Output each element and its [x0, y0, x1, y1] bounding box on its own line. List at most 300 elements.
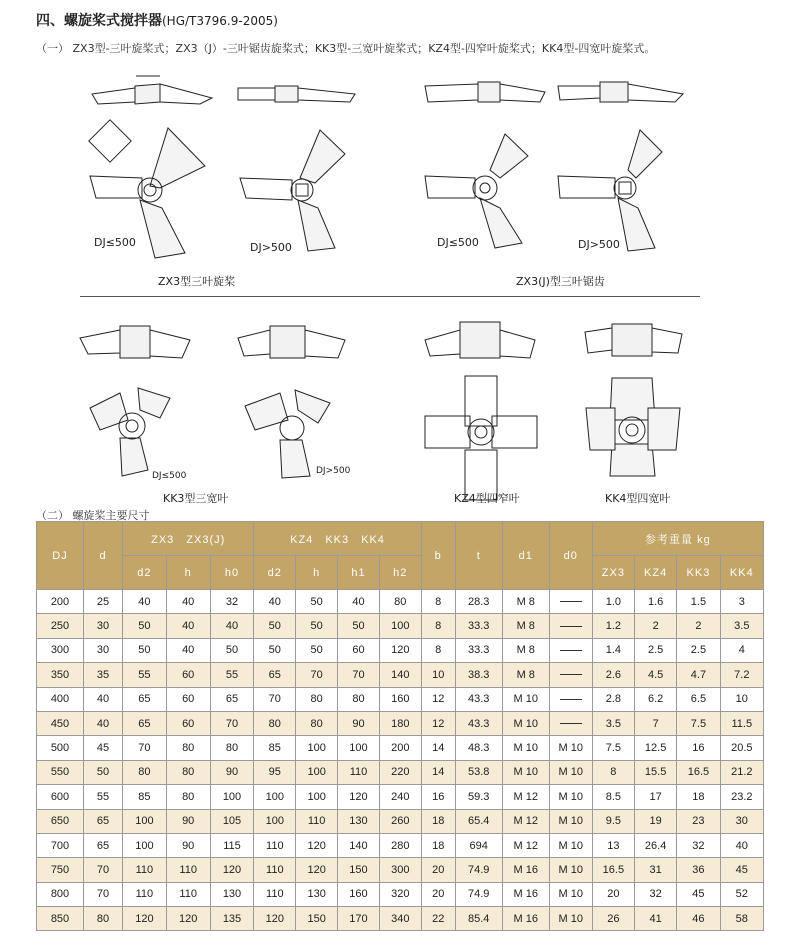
header-dj: DJ: [37, 522, 84, 590]
dash-mark: [560, 650, 582, 651]
table-cell: 100: [296, 736, 338, 760]
table-cell: 250: [37, 614, 84, 638]
table-cell: 2: [677, 614, 720, 638]
table-cell: 8: [421, 590, 455, 614]
table-cell: 120: [296, 858, 338, 882]
table-cell: 90: [166, 809, 210, 833]
table-cell: 25: [84, 590, 123, 614]
table-cell: 13: [592, 833, 634, 857]
table-cell: 7.2: [720, 663, 763, 687]
table-cell: 7.5: [592, 736, 634, 760]
table-cell: 140: [338, 833, 380, 857]
table-cell: 200: [379, 736, 421, 760]
table-cell: 74.9: [455, 858, 502, 882]
table-cell: 340: [379, 907, 421, 931]
table-cell: 6.2: [635, 687, 677, 711]
table-cell: 3.5: [592, 711, 634, 735]
table-cell: 43.3: [455, 687, 502, 711]
table-cell: M 10: [549, 809, 592, 833]
technical-drawings: [0, 58, 800, 508]
table-cell: 95: [254, 760, 296, 784]
table-cell: 110: [123, 858, 167, 882]
table-cell: 750: [37, 858, 84, 882]
header-d: d: [84, 522, 123, 590]
table-cell: M 10: [502, 736, 549, 760]
subheader-cell: d2: [254, 556, 296, 590]
table-cell: 180: [379, 711, 421, 735]
table-cell: 33.3: [455, 638, 502, 662]
table-cell: 45: [677, 882, 720, 906]
table-row: [37, 809, 764, 833]
subheader-cell: h1: [338, 556, 380, 590]
table-row: [37, 907, 764, 931]
table-cell: 23: [677, 809, 720, 833]
table-cell: 1.0: [592, 590, 634, 614]
table-cell: 80: [84, 907, 123, 931]
dash-mark: [560, 674, 582, 675]
table-cell: 30: [84, 614, 123, 638]
table-cell: 150: [338, 858, 380, 882]
subheader-row: [37, 556, 764, 590]
table-cell: 110: [338, 760, 380, 784]
table-row: [37, 760, 764, 784]
kk3-front-view-2: [245, 390, 330, 478]
table-cell: 26: [592, 907, 634, 931]
table-cell: 90: [338, 711, 380, 735]
caption-kk3: KK3型三宽叶: [163, 492, 229, 505]
table-cell: 16: [677, 736, 720, 760]
table-cell: 120: [166, 907, 210, 931]
table-cell: 3.5: [720, 614, 763, 638]
table-cell: 8: [421, 614, 455, 638]
table-cell: M 16: [502, 858, 549, 882]
table-cell: 2: [635, 614, 677, 638]
table-cell: 110: [166, 858, 210, 882]
table-cell: 59.3: [455, 785, 502, 809]
table-cell: 80: [166, 785, 210, 809]
table-cell: 58: [720, 907, 763, 931]
table-cell: 46: [677, 907, 720, 931]
table-cell: 32: [677, 833, 720, 857]
section-divider: [80, 296, 700, 297]
table-cell: 100: [210, 785, 254, 809]
page-title: 四、螺旋桨式搅拌器(HG/T3796.9-2005): [36, 13, 278, 29]
label-dj-gt-500-b: DJ>500: [578, 238, 620, 251]
header-b: b: [421, 522, 455, 590]
table-cell: 80: [210, 736, 254, 760]
table-cell: 1.2: [592, 614, 634, 638]
table-cell: [549, 687, 592, 711]
table-cell: M 10: [502, 760, 549, 784]
table-cell: M 12: [502, 833, 549, 857]
table-cell: 8: [592, 760, 634, 784]
table-cell: 2.8: [592, 687, 634, 711]
table-cell: 100: [254, 809, 296, 833]
table-cell: 32: [210, 590, 254, 614]
table-cell: 280: [379, 833, 421, 857]
table-cell: 60: [338, 638, 380, 662]
zx3j-side-view-1: [425, 82, 545, 102]
table-cell: 320: [379, 882, 421, 906]
table-cell: 65: [84, 833, 123, 857]
table-cell: 50: [296, 638, 338, 662]
header-t: t: [455, 522, 502, 590]
table-cell: 65: [123, 711, 167, 735]
table-cell: 80: [296, 711, 338, 735]
table-cell: 100: [296, 785, 338, 809]
table-cell: 105: [210, 809, 254, 833]
table-cell: 160: [379, 687, 421, 711]
table-cell: 135: [210, 907, 254, 931]
table-cell: 90: [210, 760, 254, 784]
table-cell: M 8: [502, 614, 549, 638]
table-cell: [549, 663, 592, 687]
label-dj-gt-500-small: DJ>500: [316, 466, 351, 476]
table-cell: 50: [123, 638, 167, 662]
table-cell: [549, 711, 592, 735]
table-row: [37, 785, 764, 809]
kk3-side-view-1: [80, 326, 190, 358]
table-cell: 220: [379, 760, 421, 784]
table-cell: 60: [166, 687, 210, 711]
table-cell: 16: [421, 785, 455, 809]
table-cell: 20.5: [720, 736, 763, 760]
table-cell: 50: [210, 638, 254, 662]
table-cell: 50: [84, 760, 123, 784]
table-cell: 85.4: [455, 907, 502, 931]
table-cell: 80: [123, 760, 167, 784]
table-cell: 32: [635, 882, 677, 906]
table-cell: 30: [720, 809, 763, 833]
table-cell: 130: [210, 882, 254, 906]
table-cell: 40: [210, 614, 254, 638]
table-cell: 55: [210, 663, 254, 687]
section-heading-dimensions: （二） 螺旋桨主要尺寸: [36, 509, 150, 522]
table-cell: 20: [592, 882, 634, 906]
header-kz4-group: KZ4 KK3 KK4: [254, 522, 421, 556]
table-cell: 70: [84, 858, 123, 882]
table-cell: M 12: [502, 809, 549, 833]
table-cell: 120: [296, 833, 338, 857]
table-cell: 40: [84, 711, 123, 735]
table-cell: 80: [338, 687, 380, 711]
table-cell: 33.3: [455, 614, 502, 638]
table-cell: 43.3: [455, 711, 502, 735]
table-cell: [549, 590, 592, 614]
table-cell: 70: [123, 736, 167, 760]
table-cell: 40: [166, 614, 210, 638]
subheader-cell: h: [296, 556, 338, 590]
table-cell: 2.5: [677, 638, 720, 662]
table-cell: 65: [210, 687, 254, 711]
table-cell: 50: [296, 614, 338, 638]
table-cell: 15.5: [635, 760, 677, 784]
table-cell: 20: [421, 858, 455, 882]
table-cell: 2.6: [592, 663, 634, 687]
kk3-side-view-2: [238, 326, 345, 358]
propeller-drawings-svg: [0, 58, 800, 508]
table-cell: 160: [338, 882, 380, 906]
dash-mark: [560, 601, 582, 602]
table-cell: 1.5: [677, 590, 720, 614]
table-cell: 85: [123, 785, 167, 809]
table-cell: 16.5: [592, 858, 634, 882]
table-cell: 70: [296, 663, 338, 687]
header-d0: d0: [549, 522, 592, 590]
table-cell: 1.4: [592, 638, 634, 662]
table-row: [37, 663, 764, 687]
table-cell: 550: [37, 760, 84, 784]
table-cell: 11.5: [720, 711, 763, 735]
table-cell: 40: [123, 590, 167, 614]
table-cell: 8: [421, 638, 455, 662]
table-cell: 45: [84, 736, 123, 760]
kk4-front-view: [586, 378, 680, 476]
table-cell: 17: [635, 785, 677, 809]
table-cell: 110: [254, 882, 296, 906]
table-cell: 40: [720, 833, 763, 857]
table-cell: 260: [379, 809, 421, 833]
label-dj-le-500: DJ≤500: [94, 236, 136, 249]
zx3j-front-view-2: [558, 130, 662, 251]
table-cell: 50: [338, 614, 380, 638]
table-cell: 80: [166, 736, 210, 760]
table-cell: 40: [338, 590, 380, 614]
table-cell: 12: [421, 711, 455, 735]
table-row: [37, 590, 764, 614]
table-cell: M 8: [502, 590, 549, 614]
header-d1: d1: [502, 522, 549, 590]
table-cell: 7: [635, 711, 677, 735]
table-cell: 23.2: [720, 785, 763, 809]
table-cell: 18: [421, 833, 455, 857]
table-cell: 200: [37, 590, 84, 614]
table-cell: 120: [379, 638, 421, 662]
table-cell: 100: [338, 736, 380, 760]
table-cell: 300: [379, 858, 421, 882]
table-cell: 26.4: [635, 833, 677, 857]
subheader-cell: h0: [210, 556, 254, 590]
table-cell: 80: [379, 590, 421, 614]
table-cell: 19: [635, 809, 677, 833]
table-cell: 850: [37, 907, 84, 931]
table-cell: 694: [455, 833, 502, 857]
table-cell: M 10: [502, 687, 549, 711]
table-cell: 240: [379, 785, 421, 809]
table-cell: 80: [296, 687, 338, 711]
kz4-front-view: [425, 376, 537, 500]
table-cell: 120: [254, 907, 296, 931]
table-cell: 110: [296, 809, 338, 833]
kk4-side-view: [585, 324, 682, 356]
table-cell: 41: [635, 907, 677, 931]
table-cell: 45: [720, 858, 763, 882]
table-cell: 60: [166, 711, 210, 735]
table-cell: 100: [123, 809, 167, 833]
table-cell: 36: [677, 858, 720, 882]
zx3-front-view-2: [240, 130, 345, 251]
caption-kk4: KK4型四宽叶: [605, 492, 671, 505]
label-dj-gt-500: DJ>500: [250, 241, 292, 254]
table-cell: 700: [37, 833, 84, 857]
table-cell: 10: [421, 663, 455, 687]
table-cell: 50: [254, 638, 296, 662]
table-cell: 8.5: [592, 785, 634, 809]
table-cell: 65: [123, 687, 167, 711]
kz4-side-view: [425, 322, 535, 358]
table-cell: 500: [37, 736, 84, 760]
table-cell: 18: [677, 785, 720, 809]
header-zx3-group: ZX3 ZX3(J): [123, 522, 254, 556]
table-cell: 40: [166, 638, 210, 662]
table-cell: M 10: [549, 833, 592, 857]
table-cell: 115: [210, 833, 254, 857]
table-cell: 50: [296, 590, 338, 614]
table-cell: 38.3: [455, 663, 502, 687]
table-cell: 31: [635, 858, 677, 882]
table-row: [37, 858, 764, 882]
table-cell: 50: [254, 614, 296, 638]
zx3-side-view-2: [238, 86, 355, 102]
table-cell: 40: [166, 590, 210, 614]
table-cell: 22: [421, 907, 455, 931]
dash-mark: [560, 699, 582, 700]
table-cell: 65: [84, 809, 123, 833]
table-cell: 65: [254, 663, 296, 687]
table-cell: M 10: [502, 711, 549, 735]
header-weight: 参考重量 kg: [592, 522, 763, 556]
table-cell: 600: [37, 785, 84, 809]
zx3j-side-view-2: [558, 82, 683, 102]
table-cell: 40: [254, 590, 296, 614]
subheader-cell: KK3: [677, 556, 720, 590]
table-cell: 52: [720, 882, 763, 906]
table-cell: 90: [166, 833, 210, 857]
table-cell: 3: [720, 590, 763, 614]
table-cell: 110: [166, 882, 210, 906]
table-cell: 74.9: [455, 882, 502, 906]
subheader-cell: KZ4: [635, 556, 677, 590]
caption-zx3j: ZX3(J)型三叶锯齿: [516, 275, 605, 288]
table-cell: M 8: [502, 663, 549, 687]
table-cell: 4.7: [677, 663, 720, 687]
table-cell: 12.5: [635, 736, 677, 760]
subheader-cell: d2: [123, 556, 167, 590]
table-cell: M 16: [502, 907, 549, 931]
table-cell: 70: [210, 711, 254, 735]
table-body: [37, 590, 764, 931]
table-cell: 50: [123, 614, 167, 638]
table-cell: 18: [421, 809, 455, 833]
caption-zx3: ZX3型三叶旋桨: [158, 275, 236, 288]
table-cell: M 10: [549, 858, 592, 882]
table-cell: 21.2: [720, 760, 763, 784]
dimensions-table: [36, 521, 764, 931]
table-cell: 110: [254, 858, 296, 882]
table-row: [37, 736, 764, 760]
table-cell: 450: [37, 711, 84, 735]
caption-kz4: KZ4型四窄叶: [454, 492, 520, 505]
table-cell: M 10: [549, 736, 592, 760]
table-cell: M 16: [502, 882, 549, 906]
table-cell: 28.3: [455, 590, 502, 614]
subheader-cell: h2: [379, 556, 421, 590]
table-cell: 60: [166, 663, 210, 687]
table-cell: M 10: [549, 785, 592, 809]
table-cell: 2.5: [635, 638, 677, 662]
table-cell: 85: [254, 736, 296, 760]
table-cell: 110: [254, 833, 296, 857]
table-cell: 1.6: [635, 590, 677, 614]
zx3-side-view-1: [92, 76, 212, 104]
table-cell: 14: [421, 760, 455, 784]
table-cell: [549, 614, 592, 638]
table-cell: M 10: [549, 882, 592, 906]
table-cell: 14: [421, 736, 455, 760]
table-cell: 100: [379, 614, 421, 638]
subheader-cell: ZX3: [592, 556, 634, 590]
table-cell: 4.5: [635, 663, 677, 687]
table-row: [37, 711, 764, 735]
table-cell: 100: [123, 833, 167, 857]
table-cell: 20: [421, 882, 455, 906]
table-cell: 140: [379, 663, 421, 687]
label-dj-le-500-b: DJ≤500: [437, 236, 479, 249]
table-cell: M 12: [502, 785, 549, 809]
table-cell: 48.3: [455, 736, 502, 760]
table-cell: 55: [84, 785, 123, 809]
table-cell: 9.5: [592, 809, 634, 833]
table-cell: M 10: [549, 907, 592, 931]
table-cell: 130: [338, 809, 380, 833]
table-cell: 12: [421, 687, 455, 711]
table-cell: 4: [720, 638, 763, 662]
table-cell: 70: [338, 663, 380, 687]
table-cell: [549, 638, 592, 662]
table-cell: 7.5: [677, 711, 720, 735]
table-cell: 170: [338, 907, 380, 931]
table-cell: 650: [37, 809, 84, 833]
table-cell: 53.8: [455, 760, 502, 784]
table-cell: 40: [84, 687, 123, 711]
table-cell: 120: [338, 785, 380, 809]
table-row: [37, 833, 764, 857]
table-cell: 100: [254, 785, 296, 809]
table-row: [37, 638, 764, 662]
table-row: [37, 687, 764, 711]
table-cell: 300: [37, 638, 84, 662]
table-cell: 16.5: [677, 760, 720, 784]
subheader-cell: h: [166, 556, 210, 590]
table-cell: 120: [123, 907, 167, 931]
table-row: [37, 882, 764, 906]
table-cell: 55: [123, 663, 167, 687]
table-cell: 110: [123, 882, 167, 906]
dash-mark: [560, 723, 582, 724]
model-description: （一） ZX3型-三叶旋桨式；ZX3（J）-三叶锯齿旋桨式；KK3型-三宽叶旋桨式；KZ4型-四窄叶旋桨式；KK4型-四宽叶旋桨式。: [36, 42, 656, 55]
table-cell: 100: [296, 760, 338, 784]
table-row: [37, 614, 764, 638]
zx3j-front-view-1: [425, 134, 528, 248]
table-cell: 30: [84, 638, 123, 662]
label-dj-le-500-small: DJ≤500: [152, 471, 187, 481]
table-cell: 70: [84, 882, 123, 906]
table-cell: M 8: [502, 638, 549, 662]
table-cell: 150: [296, 907, 338, 931]
table-cell: M 10: [549, 760, 592, 784]
table-cell: 6.5: [677, 687, 720, 711]
table-cell: 10: [720, 687, 763, 711]
